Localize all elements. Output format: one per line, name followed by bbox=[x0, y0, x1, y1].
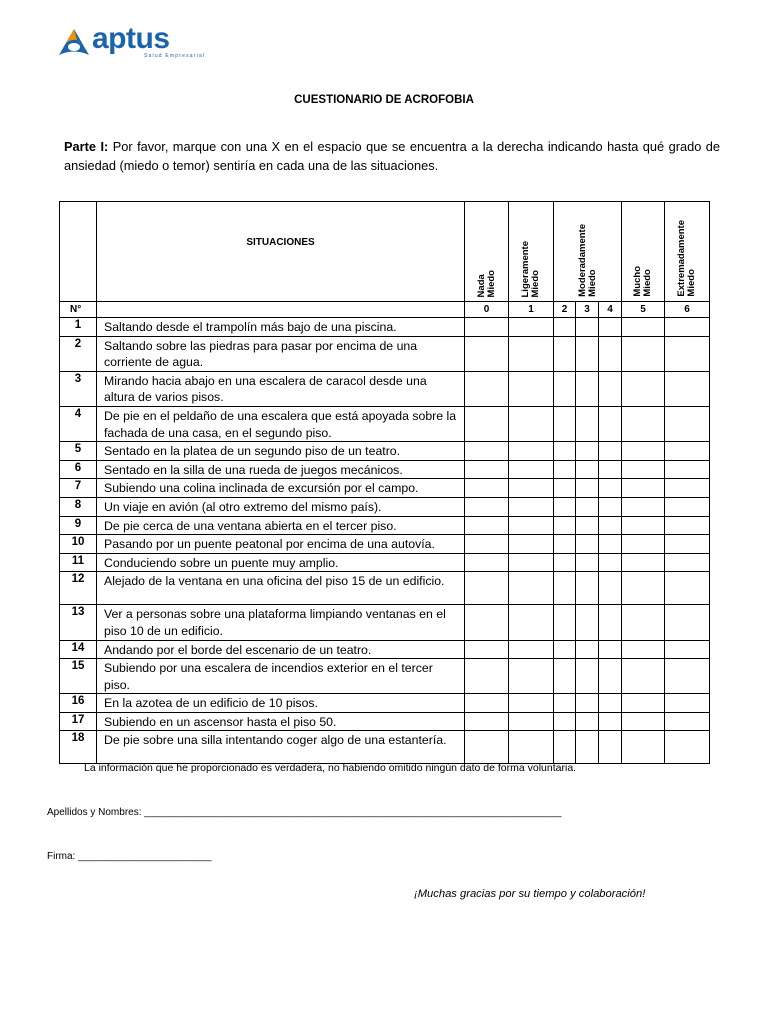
answer-cell[interactable] bbox=[554, 442, 576, 461]
table-row bbox=[60, 694, 710, 713]
answer-cell[interactable] bbox=[665, 731, 710, 764]
table-row bbox=[60, 572, 710, 605]
answer-cell[interactable] bbox=[576, 497, 599, 516]
answer-cell[interactable] bbox=[599, 406, 622, 441]
scale-header-ligeramente bbox=[509, 202, 554, 302]
answer-cell[interactable] bbox=[665, 318, 710, 337]
answer-cell[interactable] bbox=[665, 460, 710, 479]
answer-cell[interactable] bbox=[665, 712, 710, 731]
answer-cell[interactable] bbox=[599, 318, 622, 337]
answer-cell[interactable] bbox=[665, 694, 710, 713]
answer-cell[interactable] bbox=[599, 572, 622, 605]
table-row bbox=[60, 516, 710, 535]
answer-cell[interactable] bbox=[622, 479, 665, 498]
answer-cell[interactable] bbox=[622, 497, 665, 516]
answer-cell[interactable] bbox=[465, 553, 509, 572]
table-row bbox=[60, 442, 710, 461]
answer-cell[interactable] bbox=[576, 605, 599, 640]
answer-cell[interactable] bbox=[599, 694, 622, 713]
answer-cell[interactable] bbox=[665, 553, 710, 572]
answer-cell[interactable] bbox=[622, 442, 665, 461]
answer-cell[interactable] bbox=[599, 553, 622, 572]
scale-value: 3 bbox=[576, 302, 599, 318]
answer-cell[interactable] bbox=[509, 659, 554, 694]
situation-text: Subiendo por una escalera de incendios exterior en el tercer piso. bbox=[97, 659, 465, 694]
answer-cell[interactable] bbox=[554, 535, 576, 554]
answer-cell[interactable] bbox=[576, 659, 599, 694]
answer-cell[interactable] bbox=[554, 516, 576, 535]
answer-cell[interactable] bbox=[599, 336, 622, 371]
answer-cell[interactable] bbox=[576, 371, 599, 406]
answer-cell[interactable] bbox=[554, 694, 576, 713]
answer-cell[interactable] bbox=[665, 572, 710, 605]
situation-text: Un viaje en avión (al otro extremo del mismo país). bbox=[97, 497, 465, 516]
answer-cell[interactable] bbox=[554, 497, 576, 516]
signature-field[interactable]: Firma: ________________________ bbox=[47, 851, 212, 862]
answer-cell[interactable] bbox=[554, 659, 576, 694]
answer-cell[interactable] bbox=[554, 336, 576, 371]
situation-text: Mirando hacia abajo en una escalera de caracol desde una altura de varios pisos. bbox=[97, 371, 465, 406]
scale-value: 5 bbox=[622, 302, 665, 318]
answer-cell[interactable] bbox=[622, 712, 665, 731]
row-number: 16 bbox=[60, 694, 97, 713]
answer-cell[interactable] bbox=[576, 572, 599, 605]
table-row bbox=[60, 406, 710, 441]
answer-cell[interactable] bbox=[622, 460, 665, 479]
answer-cell[interactable] bbox=[509, 712, 554, 731]
answer-cell[interactable] bbox=[554, 605, 576, 640]
answer-cell[interactable] bbox=[576, 640, 599, 659]
answer-cell[interactable] bbox=[599, 371, 622, 406]
answer-cell[interactable] bbox=[622, 731, 665, 764]
row-number: 15 bbox=[60, 659, 97, 694]
situation-text: Ver a personas sobre una plataforma limpiando ventanas en el piso 10 de un edificio. bbox=[97, 605, 465, 640]
answer-cell[interactable] bbox=[599, 605, 622, 640]
answer-cell[interactable] bbox=[622, 605, 665, 640]
answer-cell[interactable] bbox=[465, 572, 509, 605]
scale-value: 6 bbox=[665, 302, 710, 318]
situations-header: SITUACIONES bbox=[97, 202, 465, 302]
table-row bbox=[60, 460, 710, 479]
table-row bbox=[60, 605, 710, 640]
header-row bbox=[60, 202, 710, 302]
answer-cell[interactable] bbox=[576, 318, 599, 337]
answer-cell[interactable] bbox=[509, 640, 554, 659]
answer-cell[interactable] bbox=[665, 442, 710, 461]
answer-cell[interactable] bbox=[509, 572, 554, 605]
situation-text: De pie sobre una silla intentando coger algo de una estantería. bbox=[97, 731, 465, 764]
logo-text: aptus bbox=[92, 22, 170, 55]
row-number: 6 bbox=[60, 460, 97, 479]
answer-cell[interactable] bbox=[622, 640, 665, 659]
answer-cell[interactable] bbox=[465, 336, 509, 371]
answer-cell[interactable] bbox=[599, 460, 622, 479]
answer-cell[interactable] bbox=[599, 497, 622, 516]
row-number: 1 bbox=[60, 318, 97, 337]
answer-cell[interactable] bbox=[465, 535, 509, 554]
situation-text: Saltando desde el trampolín más bajo de una piscina. bbox=[97, 318, 465, 337]
answer-cell[interactable] bbox=[554, 318, 576, 337]
answer-cell[interactable] bbox=[665, 497, 710, 516]
answer-cell[interactable] bbox=[599, 479, 622, 498]
answer-cell[interactable] bbox=[622, 406, 665, 441]
row-number: 17 bbox=[60, 712, 97, 731]
scale-label: Nada Miedo bbox=[475, 269, 497, 297]
table-row bbox=[60, 712, 710, 731]
situation-text: En la azotea de un edificio de 10 pisos. bbox=[97, 694, 465, 713]
answer-cell[interactable] bbox=[465, 731, 509, 764]
answer-cell[interactable] bbox=[599, 659, 622, 694]
answer-cell[interactable] bbox=[465, 516, 509, 535]
table-row bbox=[60, 318, 710, 337]
answer-cell[interactable] bbox=[509, 694, 554, 713]
situation-text: Subiendo una colina inclinada de excursión por el campo. bbox=[97, 479, 465, 498]
situation-text: De pie en el peldaño de una escalera que está apoyada sobre la fachada de una casa, en el segundo piso. bbox=[97, 406, 465, 441]
number-header: N° bbox=[60, 302, 97, 318]
answer-cell[interactable] bbox=[576, 460, 599, 479]
answer-cell[interactable] bbox=[465, 497, 509, 516]
table-row bbox=[60, 640, 710, 659]
situation-text: Pasando por un puente peatonal por encima de una autovía. bbox=[97, 535, 465, 554]
intro-text: Por favor, marque con una X en el espacio que se encuentra a la derecha indicando hasta qué grado de ansiedad (miedo o temor) sentiría en cada una de las situaciones. bbox=[64, 139, 721, 173]
answer-cell[interactable] bbox=[465, 640, 509, 659]
answer-cell[interactable] bbox=[509, 318, 554, 337]
intro-paragraph bbox=[64, 137, 720, 175]
answer-cell[interactable] bbox=[465, 659, 509, 694]
answer-cell[interactable] bbox=[665, 406, 710, 441]
situation-text: Sentado en la platea de un segundo piso de un teatro. bbox=[97, 442, 465, 461]
row-number: 11 bbox=[60, 553, 97, 572]
empty-cell bbox=[97, 302, 465, 318]
situation-text: Subiendo en un ascensor hasta el piso 50. bbox=[97, 712, 465, 731]
table-row bbox=[60, 497, 710, 516]
answer-cell[interactable] bbox=[554, 479, 576, 498]
answer-cell[interactable] bbox=[599, 535, 622, 554]
answer-cell[interactable] bbox=[465, 406, 509, 441]
situation-text: Conduciendo sobre un puente muy amplio. bbox=[97, 553, 465, 572]
questionnaire-table bbox=[59, 201, 710, 764]
answer-cell[interactable] bbox=[665, 516, 710, 535]
situation-text: Saltando sobre las piedras para pasar por encima de una corriente de agua. bbox=[97, 336, 465, 371]
answer-cell[interactable] bbox=[465, 712, 509, 731]
row-number: 2 bbox=[60, 336, 97, 371]
table-row bbox=[60, 336, 710, 371]
answer-cell[interactable] bbox=[465, 318, 509, 337]
scale-label: Moderadamente Miedo bbox=[576, 224, 598, 297]
answer-cell[interactable] bbox=[554, 572, 576, 605]
answer-cell[interactable] bbox=[599, 442, 622, 461]
answer-cell[interactable] bbox=[576, 731, 599, 764]
row-number: 12 bbox=[60, 572, 97, 605]
answer-cell[interactable] bbox=[622, 659, 665, 694]
answer-cell[interactable] bbox=[465, 694, 509, 713]
scale-label: Mucho Miedo bbox=[632, 266, 654, 297]
scale-label: Extremadamente Miedo bbox=[676, 220, 698, 297]
name-field[interactable]: Apellidos y Nombres: ___________________________________________________________________________ bbox=[47, 807, 562, 818]
aptus-logo-icon bbox=[58, 28, 90, 58]
situation-text: Andando por el borde del escenario de un teatro. bbox=[97, 640, 465, 659]
answer-cell[interactable] bbox=[509, 460, 554, 479]
answer-cell[interactable] bbox=[576, 553, 599, 572]
scale-header-nada bbox=[465, 202, 509, 302]
logo-tagline: Salud Empresarial bbox=[144, 53, 206, 59]
scale-value: 4 bbox=[599, 302, 622, 318]
row-number: 8 bbox=[60, 497, 97, 516]
answer-cell[interactable] bbox=[509, 497, 554, 516]
answer-cell[interactable] bbox=[665, 640, 710, 659]
table-row bbox=[60, 371, 710, 406]
row-number: 13 bbox=[60, 605, 97, 640]
aptus-logo bbox=[58, 22, 206, 62]
row-number: 7 bbox=[60, 479, 97, 498]
scale-header-extremadamente bbox=[665, 202, 710, 302]
answer-cell[interactable] bbox=[509, 406, 554, 441]
answer-cell[interactable] bbox=[554, 712, 576, 731]
answer-cell[interactable] bbox=[622, 371, 665, 406]
answer-cell[interactable] bbox=[509, 731, 554, 764]
answer-cell[interactable] bbox=[622, 336, 665, 371]
answer-cell[interactable] bbox=[465, 479, 509, 498]
answer-cell[interactable] bbox=[576, 712, 599, 731]
answer-cell[interactable] bbox=[554, 406, 576, 441]
answer-cell[interactable] bbox=[622, 516, 665, 535]
answer-cell[interactable] bbox=[509, 479, 554, 498]
row-number: 18 bbox=[60, 731, 97, 764]
answer-cell[interactable] bbox=[509, 442, 554, 461]
answer-cell[interactable] bbox=[509, 516, 554, 535]
document-title: CUESTIONARIO DE ACROFOBIA bbox=[294, 94, 474, 106]
row-number: 4 bbox=[60, 406, 97, 441]
answer-cell[interactable] bbox=[554, 640, 576, 659]
answer-cell[interactable] bbox=[509, 535, 554, 554]
answer-cell[interactable] bbox=[554, 460, 576, 479]
answer-cell[interactable] bbox=[576, 516, 599, 535]
answer-cell[interactable] bbox=[665, 605, 710, 640]
scale-label: Ligeramente Miedo bbox=[520, 240, 541, 297]
answer-cell[interactable] bbox=[665, 479, 710, 498]
answer-cell[interactable] bbox=[622, 318, 665, 337]
situation-text: Alejado de la ventana en una oficina del piso 15 de un edificio. bbox=[97, 572, 465, 605]
scale-value: 2 bbox=[554, 302, 576, 318]
row-number: 3 bbox=[60, 371, 97, 406]
table-row bbox=[60, 731, 710, 764]
answer-cell[interactable] bbox=[465, 605, 509, 640]
answer-cell[interactable] bbox=[622, 572, 665, 605]
answer-cell[interactable] bbox=[622, 553, 665, 572]
answer-cell[interactable] bbox=[665, 659, 710, 694]
intro-part-label: Parte I: bbox=[64, 139, 109, 154]
answer-cell[interactable] bbox=[576, 694, 599, 713]
scale-header-moderadamente bbox=[554, 202, 622, 302]
table-row bbox=[60, 479, 710, 498]
thanks-text: ¡Muchas gracias por su tiempo y colaboración! bbox=[414, 888, 646, 900]
answer-cell[interactable] bbox=[599, 640, 622, 659]
row-number: 10 bbox=[60, 535, 97, 554]
answer-cell[interactable] bbox=[599, 712, 622, 731]
answer-cell[interactable] bbox=[665, 336, 710, 371]
scale-value: 0 bbox=[465, 302, 509, 318]
table-row bbox=[60, 553, 710, 572]
answer-cell[interactable] bbox=[509, 553, 554, 572]
answer-cell[interactable] bbox=[622, 694, 665, 713]
answer-cell[interactable] bbox=[576, 336, 599, 371]
table-row bbox=[60, 659, 710, 694]
answer-cell[interactable] bbox=[665, 535, 710, 554]
table-row bbox=[60, 535, 710, 554]
situation-text: De pie cerca de una ventana abierta en el tercer piso. bbox=[97, 516, 465, 535]
answer-cell[interactable] bbox=[465, 371, 509, 406]
answer-cell[interactable] bbox=[576, 535, 599, 554]
answer-cell[interactable] bbox=[554, 371, 576, 406]
answer-cell[interactable] bbox=[509, 605, 554, 640]
row-number: 9 bbox=[60, 516, 97, 535]
answer-cell[interactable] bbox=[665, 371, 710, 406]
answer-cell[interactable] bbox=[554, 553, 576, 572]
answer-cell[interactable] bbox=[554, 731, 576, 764]
answer-cell[interactable] bbox=[599, 731, 622, 764]
answer-cell[interactable] bbox=[576, 479, 599, 498]
scale-value: 1 bbox=[509, 302, 554, 318]
scale-header-mucho bbox=[622, 202, 665, 302]
answer-cell[interactable] bbox=[576, 442, 599, 461]
row-number: 14 bbox=[60, 640, 97, 659]
answer-cell[interactable] bbox=[465, 460, 509, 479]
answer-cell[interactable] bbox=[622, 535, 665, 554]
number-header-cell bbox=[60, 202, 97, 302]
declaration-text: La información que he proporcionado es verdadera, no habiendo omitido ningún dato de forma voluntaria. bbox=[84, 762, 577, 774]
answer-cell[interactable] bbox=[576, 406, 599, 441]
answer-cell[interactable] bbox=[509, 371, 554, 406]
scale-values-row bbox=[60, 302, 710, 318]
answer-cell[interactable] bbox=[509, 336, 554, 371]
row-number: 5 bbox=[60, 442, 97, 461]
situation-text: Sentado en la silla de una rueda de juegos mecánicos. bbox=[97, 460, 465, 479]
answer-cell[interactable] bbox=[465, 442, 509, 461]
answer-cell[interactable] bbox=[599, 516, 622, 535]
